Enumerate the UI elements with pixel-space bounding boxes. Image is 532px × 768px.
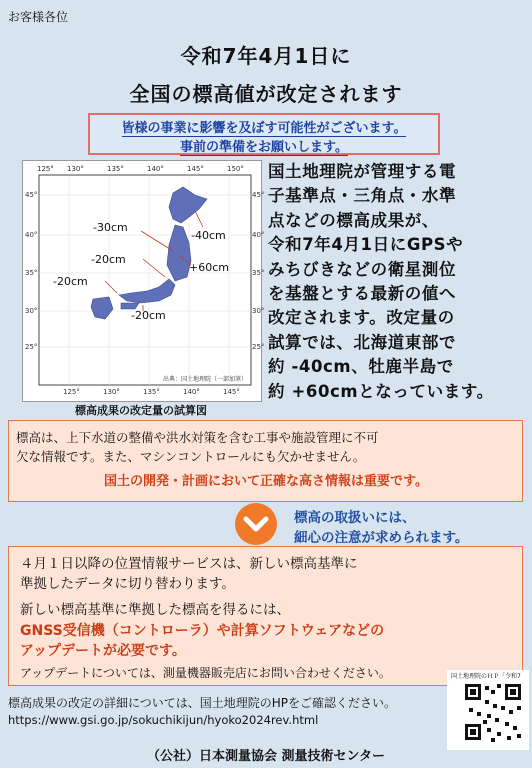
- lon-label-top: 125°: [37, 165, 54, 173]
- caution-line-2: 細心の注意が求められます。: [294, 530, 469, 546]
- text-line: 子基準点・三角点・水準: [268, 186, 457, 206]
- notice-line-2: 事前の準備をお願いします。: [180, 140, 348, 155]
- lat-label-left: 30°: [25, 307, 38, 315]
- footer-organization: （公社）日本測量協会 測量技術センター: [146, 749, 385, 764]
- lat-label-right: 30°: [252, 307, 265, 315]
- qr-label: 国土地理院のＨＰ「令和7: [451, 673, 521, 680]
- importance-line-1: 標高は、上下水道の整備や洪水対策を含む工事や施設管理に不可: [16, 430, 379, 445]
- lat-label-left: 25°: [25, 343, 38, 351]
- caution-line-1: 標高の取扱いには、: [294, 510, 416, 526]
- lon-label-bottom: 135°: [143, 388, 160, 396]
- text-line: を基盤とする最新の値へ: [268, 284, 457, 304]
- lat-label-right: 35°: [252, 269, 265, 277]
- japan-map: [23, 161, 265, 401]
- update-contact: アップデートについては、測量機器販売店にお問い合わせください。: [20, 666, 391, 680]
- lat-label-right: 45°: [252, 191, 265, 199]
- map-figure: [22, 160, 265, 402]
- lon-label-bottom: 130°: [103, 388, 120, 396]
- map-label: -20cm: [91, 253, 126, 266]
- notice-line-1: 皆様の事業に影響を及ぼす可能性がございます。: [121, 121, 407, 136]
- map-caption: 標高成果の改定量の試算図: [75, 404, 207, 417]
- description-text: [268, 160, 530, 404]
- update-line-2: 準拠したデータに切り替わります。: [20, 576, 235, 592]
- lat-label-right: 40°: [252, 231, 265, 239]
- lon-label-bottom: 125°: [63, 388, 80, 396]
- lon-label-top: 150°: [227, 165, 244, 173]
- text-line: みちびきなどの衛星測位: [268, 259, 457, 279]
- update-emphasis-1: GNSS受信機（コントローラ）や計算ソフトウェアなどの: [20, 623, 385, 639]
- map-label: -20cm: [53, 275, 88, 288]
- map-label: -30cm: [93, 221, 128, 234]
- title-line-2: 全国の標高値が改定されます: [129, 82, 403, 106]
- lat-label-right: 25°: [252, 343, 265, 351]
- text-line: 約 -40cm、牡鹿半島で: [268, 357, 454, 377]
- lon-label-top: 135°: [107, 165, 124, 173]
- text-line: 令和7年4月1日にGPSや: [268, 235, 464, 255]
- chevron-down-icon: [235, 503, 277, 545]
- lon-label-top: 130°: [67, 165, 84, 173]
- greeting: お客様各位: [8, 10, 69, 24]
- map-label: -40cm: [191, 229, 226, 242]
- map-source: 出典：国土地理院（一部加筆）: [162, 376, 247, 383]
- lat-label-left: 40°: [25, 231, 38, 239]
- text-line: 約 +60cmとなっています。: [268, 381, 494, 401]
- update-line-1: ４月１日以降の位置情報サービスは、新しい標高基準に: [20, 556, 358, 572]
- lat-label-left: 45°: [25, 191, 38, 199]
- lon-label-bottom: 140°: [183, 388, 200, 396]
- lon-label-top: 140°: [147, 165, 164, 173]
- title-line-1: 令和7年4月1日に: [180, 44, 352, 68]
- text-line: 試算では、北海道東部で: [268, 332, 457, 352]
- importance-emphasis: 国土の開発・計画において正確な高さ情報は重要です。: [104, 474, 428, 489]
- map-label: +60cm: [189, 261, 229, 274]
- info-url-link[interactable]: https://www.gsi.go.jp/sokuchikijun/hyoko2024rev.html: [8, 713, 319, 727]
- update-emphasis-2: アップデートが必要です。: [20, 643, 186, 659]
- info-text: 標高成果の改定の詳細については、国土地理院のHPをご確認ください。: [8, 696, 397, 710]
- importance-line-2: 欠な情報です。また、マシンコントロールにも欠かせません。: [16, 449, 366, 464]
- lon-label-bottom: 145°: [223, 388, 240, 396]
- update-line-3: 新しい標高基準に準拠した標高を得るには、: [20, 602, 290, 618]
- lon-label-top: 145°: [187, 165, 204, 173]
- lat-label-left: 35°: [25, 269, 38, 277]
- text-line: 改定されます。改定量の: [268, 308, 455, 328]
- text-line: 国土地理院が管理する電: [268, 162, 457, 181]
- text-line: 点などの標高成果が、: [268, 210, 439, 230]
- map-label: -20cm: [131, 309, 166, 322]
- qr-code: [447, 670, 529, 750]
